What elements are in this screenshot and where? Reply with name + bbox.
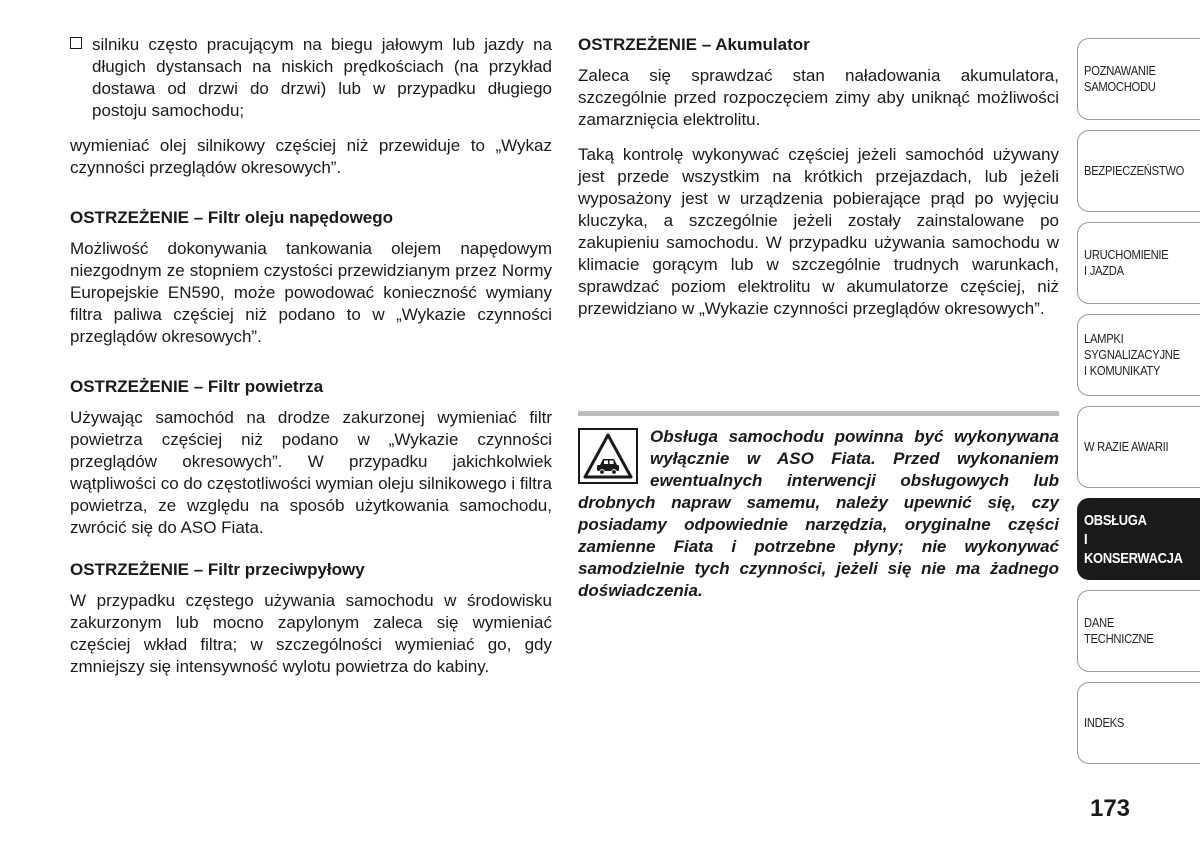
section-heading: OSTRZEŻENIE – Filtr przeciwpyłowy xyxy=(70,560,365,579)
section-heading: OSTRZEŻENIE – Filtr powietrza xyxy=(70,377,324,396)
section-heading: OSTRZEŻENIE – Akumulator xyxy=(578,35,810,54)
tab-dane-techniczne[interactable] xyxy=(1077,590,1200,672)
left-column xyxy=(70,34,552,678)
bullet-text: silniku często pracującym na biegu jałowym lub jazdy na długich dystansach na niskich prędkościach (na przykład dostawa od drzwi do drzwi) lub w przypadku długiego postoju samochodu; xyxy=(92,35,552,120)
checkbox-bullet-icon xyxy=(70,37,82,49)
tab-label: URUCHOMIENIE I JAZDA xyxy=(1084,247,1169,278)
list-item xyxy=(70,34,552,122)
tab-label: DANE TECHNICZNE xyxy=(1084,615,1154,646)
tab-bezpieczenstwo[interactable] xyxy=(1077,130,1200,212)
paragraph: Zaleca się sprawdzać stan naładowania akumulatora, szczególnie przed rozpoczęciem zimy aby uniknąć możliwości zamarznięcia elektrolitu. xyxy=(578,66,1059,129)
chapter-tabs xyxy=(1077,38,1200,774)
tab-poznawanie-samochodu[interactable] xyxy=(1077,38,1200,120)
tab-indeks[interactable] xyxy=(1077,682,1200,764)
tab-obsluga-i-konserwacja[interactable] xyxy=(1077,498,1200,580)
tab-label: BEZPIECZEŃSTWO xyxy=(1084,163,1185,178)
warning-text: Obsługa samochodu powinna być wykonywana wyłącznie w ASO Fiata. Przed wykonaniem ewentualnych interwencji obsługowych lub drobnych napraw samemu, należy upewnić się, czy posiadamy odpowiednie narzędzia, oryginalne części zamienne Fiata i potrzebne płyny; nie wykonywać samodzielnie tych czynności, jeżeli się nie ma żadnego doświadczenia. xyxy=(578,427,1059,600)
tab-lampki-sygnalizacyjne[interactable] xyxy=(1077,314,1200,396)
paragraph: Taką kontrolę wykonywać częściej jeżeli samochód używany jest przede wszystkim na krótkich przejazdach, lub jeżeli wyposażony jest w urządzenia pobierające prąd po wyjęciu kluczyka, a szczególnie jeżeli zostały zainstalowane po zakupieniu samochodu. W przypadku używania samochodu w klimacie gorącym lub w szczególnie trudnych warunkach, sprawdzać poziom elektrolitu w akumulatorze częściej, niż przewidziano w „Wykazie czynności przeglądów okresowych”. xyxy=(578,145,1059,318)
tab-label: INDEKS xyxy=(1084,715,1125,730)
paragraph: Używając samochód na drodze zakurzonej wymieniać filtr powietrza częściej niż podano w „Wykazie czynności przeglądów okresowych”. W przypadku jakichkolwiek wątpliwości co do częstotliwości wymian oleju silnikowego i filtra powietrza, ze względu na sposób użytkowania samochodu, zwrócić się do ASO Fiata. xyxy=(70,408,552,537)
tab-w-razie-awarii[interactable] xyxy=(1077,406,1200,488)
section-heading: OSTRZEŻENIE – Filtr oleju napędowego xyxy=(70,208,394,227)
paragraph: Możliwość dokonywania tankowania olejem napędowym niezgodnym ze stopniem czystości przewidzianym przez Normy Europejskie EN590, może powodować konieczność wymiany filtra paliwa częściej niż podano to w „Wykazie czynności przeglądów okresowych”. xyxy=(70,239,552,346)
right-column xyxy=(578,34,1059,320)
warning-box xyxy=(578,411,1059,602)
paragraph: W przypadku częstego używania samochodu w środowisku zakurzonym lub mocno zapylonym zaleca się wymieniać częściej wkład filtra; w szczególności wymieniać go, gdy zmniejszy się intensywność wylotu powietrza do kabiny. xyxy=(70,591,552,676)
tab-uruchomienie-i-jazda[interactable] xyxy=(1077,222,1200,304)
tab-label: W RAZIE AWARII xyxy=(1084,439,1169,454)
paragraph: wymieniać olej silnikowy częściej niż przewiduje to „Wykaz czynności przeglądów okresowych”. xyxy=(70,136,552,177)
page-number: 173 xyxy=(1089,795,1131,822)
tab-label: LAMPKI SYGNALIZACYJNE I KOMUNIKATY xyxy=(1084,331,1180,378)
tab-label: POZNAWANIE SAMOCHODU xyxy=(1084,63,1156,94)
warning-car-icon xyxy=(578,428,638,484)
tab-label: OBSŁUGA I KONSERWACJA xyxy=(1084,511,1183,567)
